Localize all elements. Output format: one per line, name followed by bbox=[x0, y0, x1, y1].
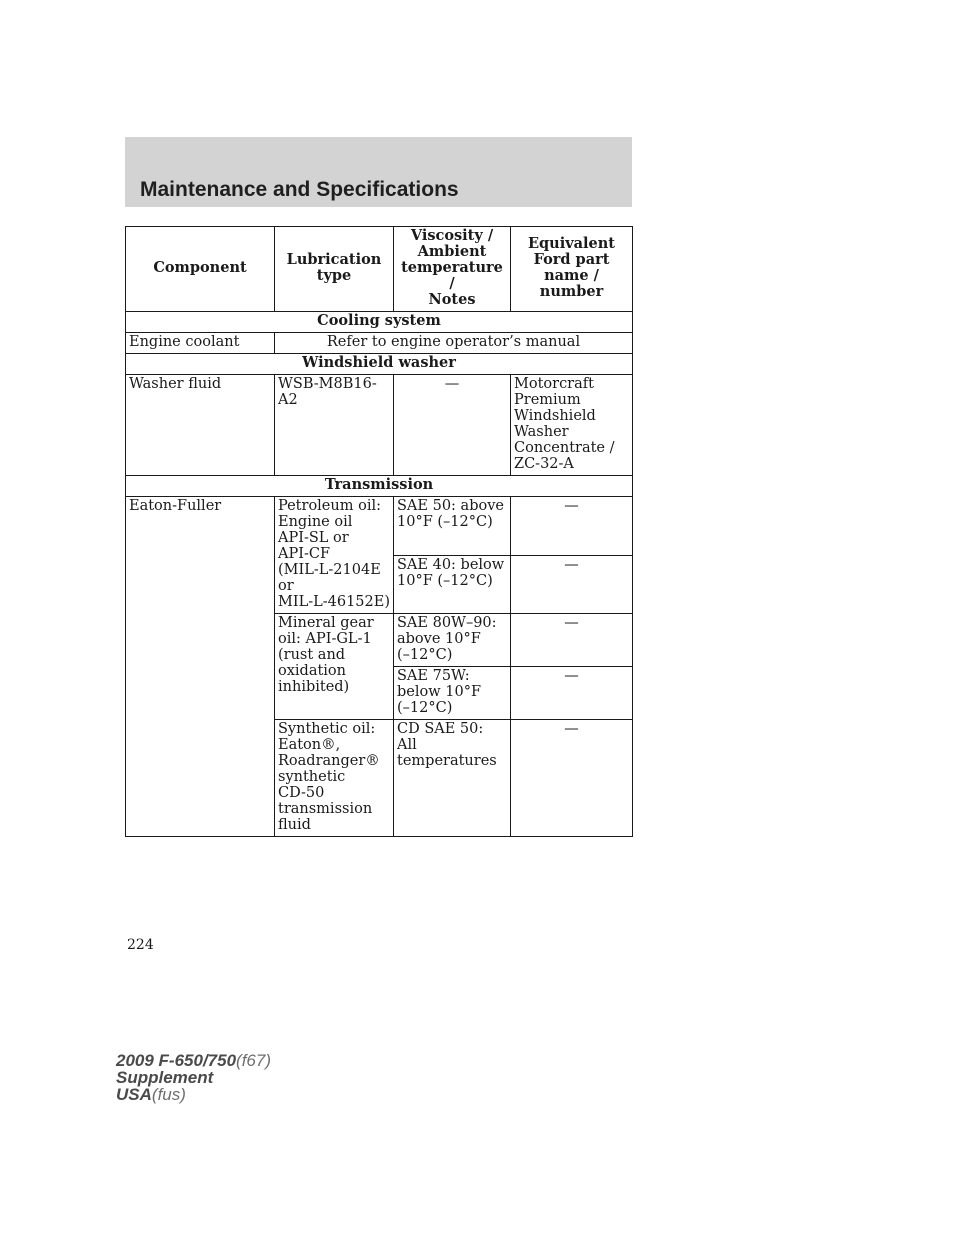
part-cell: — bbox=[511, 497, 633, 556]
footer-model-code: (f67) bbox=[236, 1051, 272, 1070]
footer-model: 2009 F-650/750 bbox=[116, 1051, 237, 1070]
component-cell: Eaton-Fuller bbox=[126, 497, 275, 837]
viscosity-cell: SAE 40: below 10°F (–12°C) bbox=[394, 555, 511, 614]
viscosity-cell: — bbox=[394, 375, 511, 476]
column-header-component: Component bbox=[126, 227, 275, 312]
document-footer bbox=[116, 1052, 271, 1103]
part-cell: — bbox=[511, 720, 633, 837]
column-header-lubrication-type: Lubrication type bbox=[275, 227, 394, 312]
lubrication-cell: WSB-M8B16-A2 bbox=[275, 375, 394, 476]
footer-line-market bbox=[116, 1086, 271, 1103]
component-cell: Washer fluid bbox=[126, 375, 275, 476]
table-header-row bbox=[126, 227, 633, 312]
category-heading: Transmission bbox=[126, 476, 633, 497]
page-number: 224 bbox=[127, 937, 154, 953]
lubricant-spec-table bbox=[125, 226, 633, 837]
category-row-washer bbox=[126, 354, 633, 375]
lubrication-cell: Synthetic oil: Eaton®, Roadranger® synthetic CD-50 transmission fluid bbox=[275, 720, 394, 837]
note-cell: Refer to engine operator’s manual bbox=[275, 333, 633, 354]
footer-market-code: (fus) bbox=[151, 1085, 186, 1104]
lubrication-cell: Petroleum oil: Engine oil API-SL or API-CF (MIL-L-2104E or MIL-L-46152E) bbox=[275, 497, 394, 614]
footer-line-model bbox=[116, 1052, 271, 1069]
column-header-viscosity: Viscosity / Ambient temperature / Notes bbox=[394, 227, 511, 312]
category-heading: Windshield washer bbox=[126, 354, 633, 375]
section-title: Maintenance and Specifications bbox=[140, 178, 459, 201]
category-row-cooling bbox=[126, 312, 633, 333]
category-row-transmission bbox=[126, 476, 633, 497]
part-cell: — bbox=[511, 667, 633, 720]
table-row bbox=[126, 333, 633, 354]
viscosity-cell: SAE 50: above 10°F (–12°C) bbox=[394, 497, 511, 556]
table-row bbox=[126, 497, 633, 556]
footer-market: USA bbox=[116, 1085, 152, 1104]
footer-line-supplement bbox=[116, 1069, 271, 1086]
part-cell: Motorcraft Premium Windshield Washer Concentrate / ZC-32-A bbox=[511, 375, 633, 476]
viscosity-cell: SAE 80W–90: above 10°F (–12°C) bbox=[394, 614, 511, 667]
part-cell: — bbox=[511, 555, 633, 614]
category-heading: Cooling system bbox=[126, 312, 633, 333]
viscosity-cell: CD SAE 50: All temperatures bbox=[394, 720, 511, 837]
component-cell: Engine coolant bbox=[126, 333, 275, 354]
table-row bbox=[126, 375, 633, 476]
part-cell: — bbox=[511, 614, 633, 667]
column-header-equivalent-part: Equivalent Ford part name / number bbox=[511, 227, 633, 312]
lubrication-cell: Mineral gear oil: API-GL-1 (rust and oxidation inhibited) bbox=[275, 614, 394, 720]
viscosity-cell: SAE 75W: below 10°F (–12°C) bbox=[394, 667, 511, 720]
footer-supplement: Supplement bbox=[116, 1068, 214, 1087]
